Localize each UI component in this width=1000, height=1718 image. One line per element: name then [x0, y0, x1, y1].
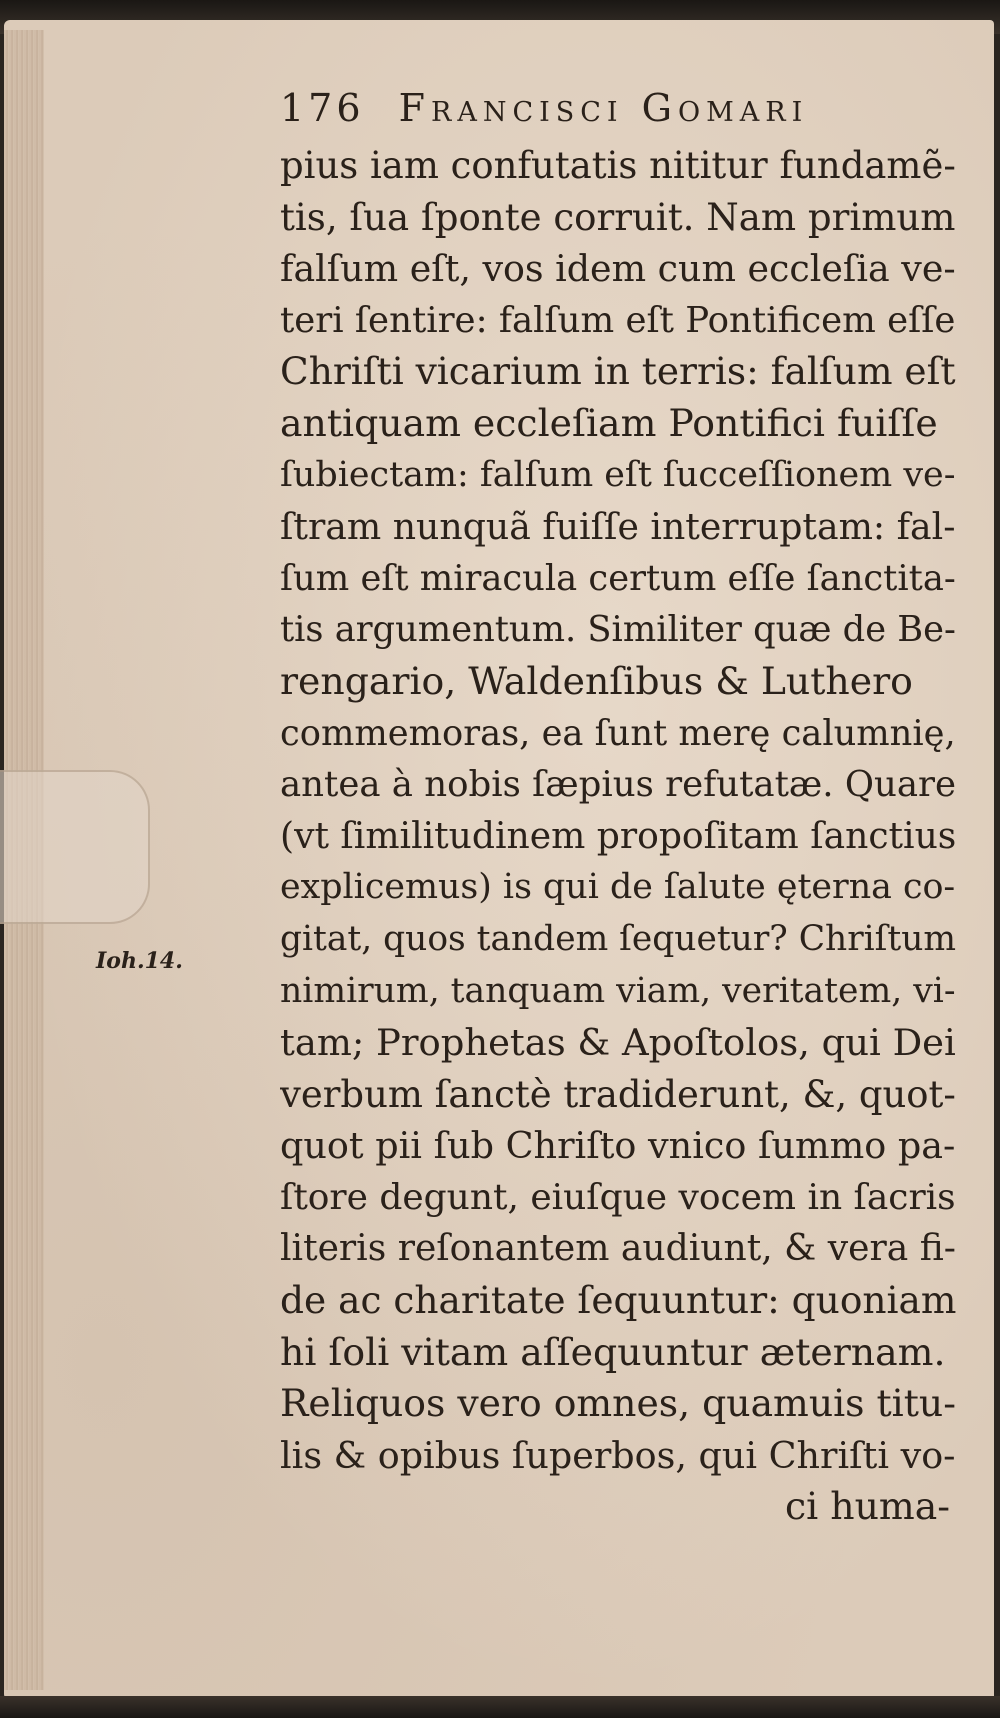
- text-line: falſum eſt, vos idem cum eccleſia ve-: [280, 247, 956, 291]
- text-line: ſtore degunt, eiuſque vocem in ſacris: [280, 1176, 956, 1218]
- text-line: teri ſentire: falſum eſt Pontificem eſſe: [280, 299, 956, 341]
- text-line: commemoras, ea ſunt merę calumnię,: [280, 712, 956, 754]
- text-line: ſubiectam: falſum eſt ſucceſſionem ve-: [280, 454, 956, 495]
- text-line: antiquam eccleſiam Pontifici fuiſſe: [280, 400, 938, 445]
- text-line: ſtram nunquã fuiſſe interruptam: fal-: [280, 505, 956, 549]
- text-line: verbum ſanctè tradiderunt, &, quot-: [280, 1072, 956, 1116]
- text-line: explicemus) is qui de ſalute ęterna co-: [280, 867, 956, 908]
- text-line: tam; Prophetas & Apoſtolos, qui Dei: [280, 1021, 956, 1065]
- text-line: gitat, quos tandem ſequetur? Chriſtum: [280, 918, 957, 959]
- text-line: lis & opibus ſuperbos, qui Chriſti vo-: [280, 1433, 956, 1477]
- text-line: Chriſti vicarium in terris: falſum eſt: [280, 349, 956, 394]
- text-line: nimirum, tanquam viam, veritatem, vi-: [280, 970, 956, 1011]
- bottom-edge: [0, 1696, 1000, 1718]
- text-line: Reliquos vero omnes, quamuis titu-: [280, 1381, 956, 1426]
- text-line: literis reſonantem audiunt, & vera fi-: [280, 1227, 956, 1270]
- text-line: pius iam confutatis nititur fundamẽ-: [280, 144, 956, 187]
- text-line: ſum eſt miracula certum eſſe ſanctita-: [280, 557, 956, 599]
- marginal-note: Ioh.14.: [96, 948, 183, 974]
- thumb-tab-mark: [0, 770, 150, 924]
- text-line: de ac charitate ſequuntur: quoniam: [280, 1278, 957, 1323]
- text-line: quot pii ſub Chriſto vnico ſummo pa-: [280, 1124, 956, 1168]
- body-text: [280, 140, 960, 1533]
- text-line: antea à nobis ſæpius refutatæ. Quare: [280, 764, 956, 806]
- text-line: rengario, Waldenſibus & Luthero: [280, 658, 913, 703]
- text-line: (vt ſimilitudinem propoſitam ſanctius: [280, 814, 957, 857]
- text-line: tis, ſua ſponte corruit. Nam primum: [280, 195, 956, 239]
- running-header: [280, 76, 960, 140]
- page-number: 176: [280, 86, 365, 130]
- text-line: hi ſoli vitam aſſequuntur æternam.: [280, 1329, 946, 1374]
- text-block: [280, 76, 960, 1533]
- text-line: tis argumentum. Similiter quæ de Be-: [280, 609, 956, 651]
- running-title: Francisci Gomari: [398, 86, 809, 130]
- text-line: ci huma-: [785, 1484, 950, 1529]
